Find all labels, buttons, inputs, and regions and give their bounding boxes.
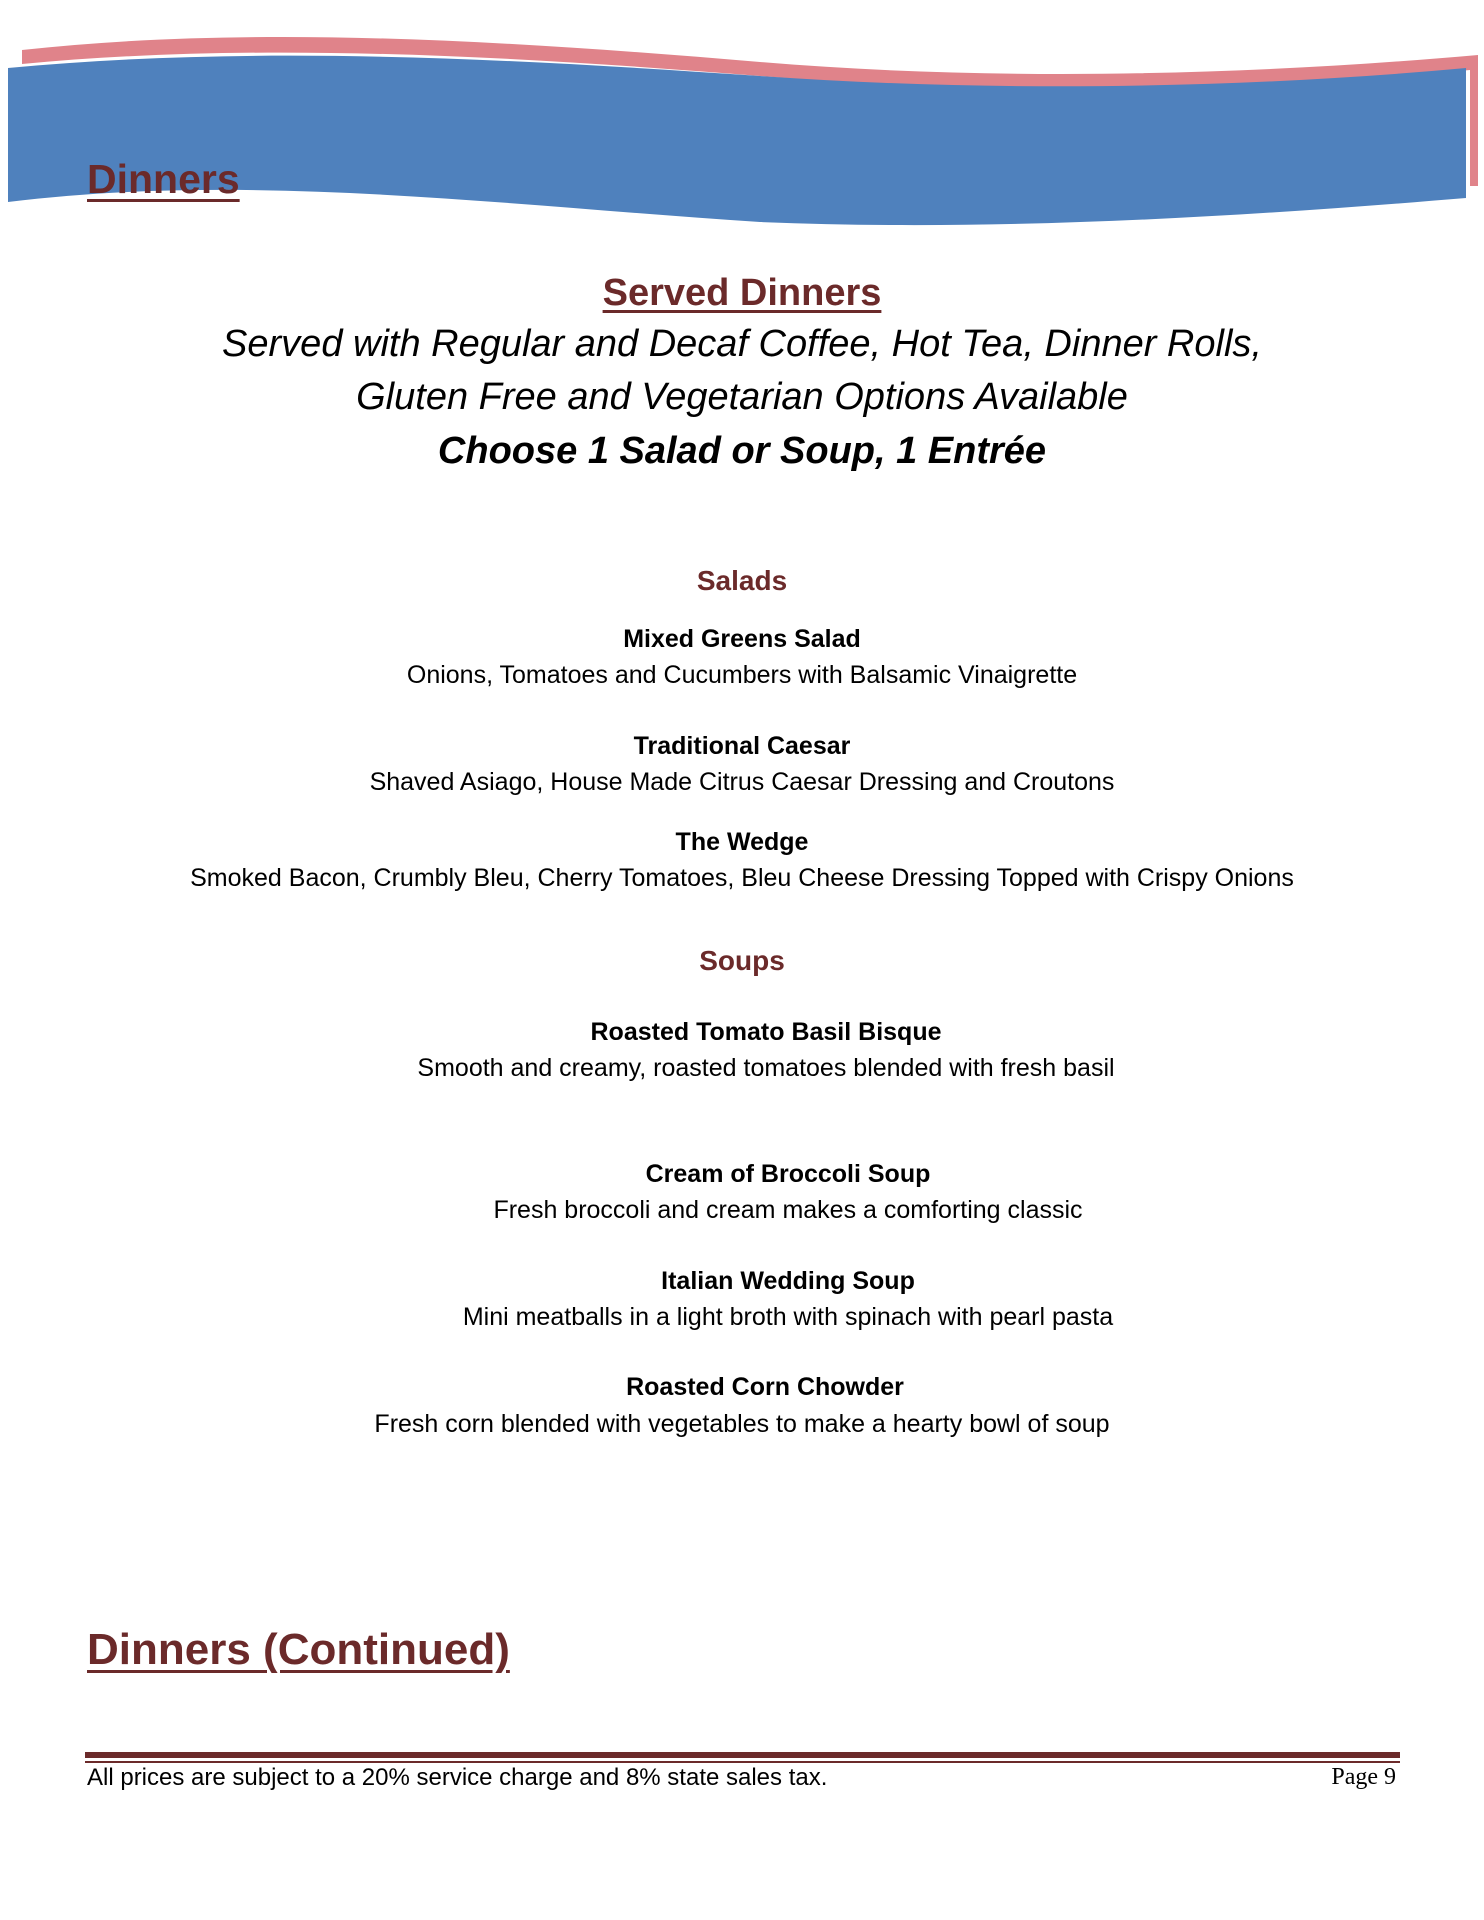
continued-heading: Dinners (Continued) [87, 1625, 510, 1674]
footer-divider-thin [85, 1761, 1400, 1763]
soup-item-name: Cream of Broccoli Soup [645, 1160, 931, 1188]
header-wave-banner [0, 0, 1484, 240]
salad-item-desc: Shaved Asiago, House Made Citrus Caesar Dressing and Croutons [369, 768, 1115, 796]
footer-pricing-note: All prices are subject to a 20% service charge and 8% state sales tax. [87, 1764, 828, 1791]
salad-item-name: The Wedge [675, 828, 809, 856]
page-title: Dinners [87, 156, 240, 202]
soup-item-desc: Mini meatballs in a light broth with spinach with pearl pasta [462, 1303, 1114, 1331]
footer-divider [85, 1752, 1400, 1758]
soup-item-desc: Fresh broccoli and cream makes a comforting classic [493, 1196, 1083, 1224]
served-intro-line-2: Gluten Free and Vegetarian Options Available [356, 376, 1128, 418]
salad-item-name: Traditional Caesar [633, 732, 851, 760]
soup-item-name: Roasted Corn Chowder [626, 1373, 904, 1401]
served-intro-line-1: Served with Regular and Decaf Coffee, Hot Tea, Dinner Rolls, [222, 323, 1262, 365]
soup-item-desc: Fresh corn blended with vegetables to make a hearty bowl of soup [374, 1410, 1110, 1438]
soups-section-title: Soups [699, 945, 785, 976]
served-dinners-title: Served Dinners [602, 272, 882, 314]
salad-item-desc: Onions, Tomatoes and Cucumbers with Balsamic Vinaigrette [406, 661, 1078, 689]
salads-section-title: Salads [696, 565, 788, 596]
salad-item-name: Mixed Greens Salad [623, 625, 861, 653]
salad-item-desc: Smoked Bacon, Crumbly Bleu, Cherry Tomatoes, Bleu Cheese Dressing Topped with Crispy Onions [190, 864, 1294, 892]
soup-item-desc: Smooth and creamy, roasted tomatoes blended with fresh basil [417, 1054, 1115, 1082]
page-number: Page 9 [1331, 1764, 1396, 1790]
soup-item-name: Italian Wedding Soup [661, 1267, 915, 1295]
soup-item-name: Roasted Tomato Basil Bisque [590, 1018, 942, 1046]
choose-instruction: Choose 1 Salad or Soup, 1 Entrée [437, 430, 1047, 472]
